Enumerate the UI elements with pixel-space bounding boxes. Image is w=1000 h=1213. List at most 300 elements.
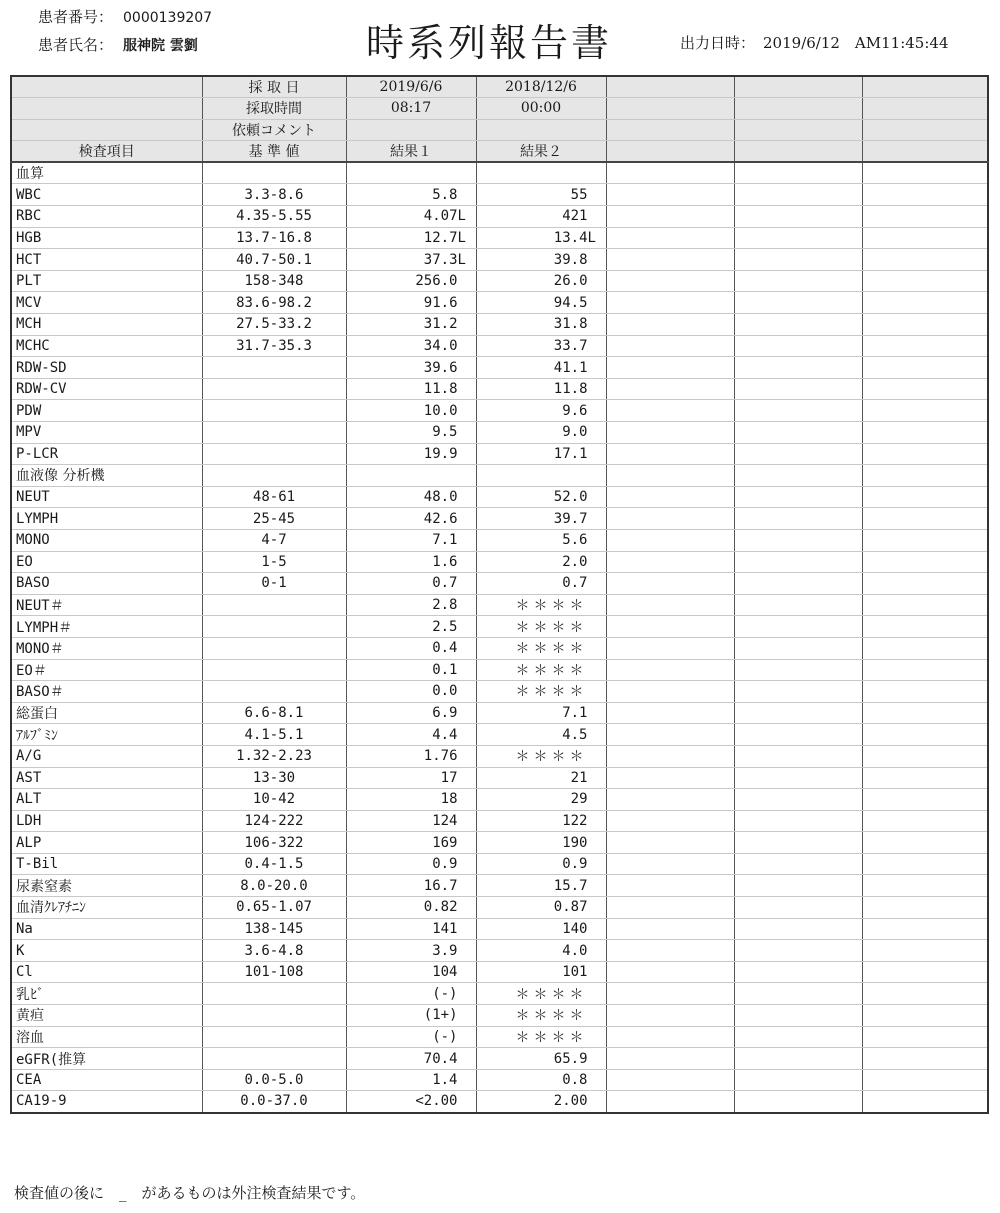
result-1 — [346, 1026, 476, 1048]
result-2-value: 0.7 — [562, 575, 588, 592]
empty-cell — [606, 637, 734, 659]
ref-value: 6.6-8.1 — [202, 702, 346, 724]
result-2 — [476, 465, 606, 487]
result-1 — [346, 314, 476, 336]
header-cell-empty — [11, 98, 202, 120]
empty-cell — [734, 681, 862, 703]
result-2 — [476, 1026, 606, 1048]
empty-cell — [734, 1048, 862, 1070]
empty-cell — [862, 378, 988, 400]
table-row — [11, 767, 988, 789]
table-row — [11, 659, 988, 681]
item-name: T-Bil — [11, 853, 202, 875]
ref-value: 0.65-1.07 — [202, 897, 346, 919]
header-cell-empty — [606, 119, 734, 141]
ref-value — [202, 681, 346, 703]
empty-cell — [606, 594, 734, 616]
result-2 — [476, 853, 606, 875]
patient-id-label: 患者番号： — [38, 8, 114, 26]
result-2-value: 33.7 — [553, 337, 588, 354]
empty-cell — [862, 616, 988, 638]
result-2 — [476, 486, 606, 508]
empty-cell — [606, 1069, 734, 1091]
empty-cell — [862, 1005, 988, 1027]
table-row — [11, 508, 988, 530]
table-row — [11, 681, 988, 703]
item-name: NEUT — [11, 486, 202, 508]
result-1-value: 31.2 — [423, 316, 458, 333]
empty-cell — [862, 875, 988, 897]
item-name: RBC — [11, 206, 202, 228]
empty-cell — [734, 616, 862, 638]
empty-cell — [606, 961, 734, 983]
table-row — [11, 314, 988, 336]
result-2 — [476, 616, 606, 638]
table-row — [11, 918, 988, 940]
ref-value — [202, 400, 346, 422]
empty-cell — [606, 724, 734, 746]
empty-cell — [862, 162, 988, 184]
result-1 — [346, 400, 476, 422]
result-2-value: 190 — [562, 834, 588, 851]
result-2-flag: L — [587, 229, 596, 246]
empty-cell — [606, 681, 734, 703]
empty-cell — [734, 508, 862, 530]
result-2-value: 2.00 — [553, 1093, 588, 1110]
empty-cell — [606, 206, 734, 228]
header-row-labels — [11, 141, 988, 163]
empty-cell — [734, 875, 862, 897]
empty-cell — [606, 745, 734, 767]
empty-cell — [606, 875, 734, 897]
ref-value — [202, 465, 346, 487]
empty-cell — [734, 357, 862, 379]
result-2 — [476, 983, 606, 1005]
empty-cell — [734, 206, 862, 228]
header-cell-empty — [606, 76, 734, 98]
table-row — [11, 637, 988, 659]
result-2 — [476, 162, 606, 184]
table-row — [11, 1069, 988, 1091]
result-2 — [476, 681, 606, 703]
empty-cell — [734, 897, 862, 919]
header-cell-empty — [11, 119, 202, 141]
table-row — [11, 400, 988, 422]
result-2-value: 65.9 — [553, 1050, 588, 1067]
ref-value: 1.32-2.23 — [202, 745, 346, 767]
header-cell-empty — [734, 76, 862, 98]
result-2 — [476, 378, 606, 400]
table-row — [11, 1048, 988, 1070]
empty-cell — [862, 335, 988, 357]
result-1 — [346, 227, 476, 249]
result-2 — [476, 918, 606, 940]
result-2 — [476, 702, 606, 724]
item-name: PDW — [11, 400, 202, 422]
result-1-value: 0.4 — [432, 640, 458, 657]
empty-cell — [606, 1005, 734, 1027]
item-name: EO＃ — [11, 659, 202, 681]
empty-cell — [862, 206, 988, 228]
ref-value: 101-108 — [202, 961, 346, 983]
empty-cell — [734, 1026, 862, 1048]
ref-value: 27.5-33.2 — [202, 314, 346, 336]
item-name: ALP — [11, 832, 202, 854]
ref-value: 40.7-50.1 — [202, 249, 346, 271]
item-name: EO — [11, 551, 202, 573]
table-row — [11, 184, 988, 206]
page-title: 時系列報告書 — [366, 21, 613, 65]
item-label: 検査項目 — [11, 141, 202, 163]
empty-cell — [606, 422, 734, 444]
empty-cell — [606, 897, 734, 919]
item-name: BASO — [11, 573, 202, 595]
section-title: 血算 — [11, 162, 202, 184]
patient-name-label: 患者氏名： — [38, 36, 114, 54]
result-2-value: ＊＊＊＊ — [515, 1008, 588, 1025]
result-1-value: 39.6 — [423, 359, 458, 376]
result-2-value: 21 — [570, 769, 588, 786]
empty-cell — [734, 378, 862, 400]
result-2 — [476, 1091, 606, 1113]
header-cell-empty — [734, 141, 862, 163]
result-1-value: 169 — [432, 834, 458, 851]
empty-cell — [606, 400, 734, 422]
empty-cell — [862, 1048, 988, 1070]
empty-cell — [862, 918, 988, 940]
patient-id-line — [38, 6, 212, 27]
result-1 — [346, 184, 476, 206]
result-1-value: 5.8 — [432, 186, 458, 203]
result-1-value: 104 — [432, 964, 458, 981]
empty-cell — [734, 184, 862, 206]
ref-label: 基 準 値 — [202, 141, 346, 163]
empty-cell — [606, 508, 734, 530]
result-1 — [346, 918, 476, 940]
table-row — [11, 616, 988, 638]
result-1-value: 4.4 — [432, 726, 458, 743]
empty-cell — [734, 702, 862, 724]
empty-cell — [734, 227, 862, 249]
item-name: MPV — [11, 422, 202, 444]
result-1-value: 124 — [432, 812, 458, 829]
item-name: MONO＃ — [11, 637, 202, 659]
table-row — [11, 335, 988, 357]
empty-cell — [862, 594, 988, 616]
result-2-value: ＊＊＊＊ — [515, 662, 588, 679]
output-datetime-line — [680, 32, 949, 53]
empty-cell — [734, 1069, 862, 1091]
empty-cell — [734, 832, 862, 854]
result-2 — [476, 789, 606, 811]
empty-cell — [862, 573, 988, 595]
empty-cell — [606, 335, 734, 357]
item-name: AST — [11, 767, 202, 789]
table-row — [11, 551, 988, 573]
result-2 — [476, 443, 606, 465]
result-2-value: 0.87 — [553, 899, 588, 916]
result-2 — [476, 897, 606, 919]
empty-cell — [606, 616, 734, 638]
result-2-value: 140 — [562, 920, 588, 937]
result-2-value: ＊＊＊＊ — [515, 684, 588, 701]
result-1 — [346, 616, 476, 638]
header-row-date — [11, 76, 988, 98]
empty-cell — [606, 465, 734, 487]
result-2-value: 101 — [562, 964, 588, 981]
result-1-value: 12.7 — [423, 229, 458, 246]
item-name: Cl — [11, 961, 202, 983]
result-2 — [476, 227, 606, 249]
empty-cell — [862, 292, 988, 314]
result-1 — [346, 1069, 476, 1091]
item-name: LYMPH — [11, 508, 202, 530]
empty-cell — [862, 637, 988, 659]
empty-cell — [606, 1091, 734, 1113]
ref-value: 8.0-20.0 — [202, 875, 346, 897]
result-2 — [476, 249, 606, 271]
ref-value: 138-145 — [202, 918, 346, 940]
result-2-value: ＊＊＊＊ — [515, 598, 588, 615]
result-2 — [476, 422, 606, 444]
output-datetime: 2019/6/12 AM11:45:44 — [763, 34, 949, 52]
time-2: 00:00 — [476, 98, 606, 120]
ref-value: 4-7 — [202, 529, 346, 551]
item-name: MCHC — [11, 335, 202, 357]
result-1 — [346, 1091, 476, 1113]
empty-cell — [606, 378, 734, 400]
table-row — [11, 875, 988, 897]
comment-label: 依頼コメント — [202, 119, 346, 141]
empty-cell — [734, 400, 862, 422]
ref-value: 25-45 — [202, 508, 346, 530]
empty-cell — [862, 400, 988, 422]
date-1: 2019/6/6 — [346, 76, 476, 98]
empty-cell — [862, 853, 988, 875]
header-cell-empty — [862, 119, 988, 141]
date-label: 採 取 日 — [202, 76, 346, 98]
empty-cell — [606, 832, 734, 854]
ref-value — [202, 378, 346, 400]
empty-cell — [606, 443, 734, 465]
empty-cell — [606, 853, 734, 875]
result-2 — [476, 529, 606, 551]
header-cell-empty — [476, 119, 606, 141]
result-1-value: 0.9 — [432, 856, 458, 873]
result-2-value: 31.8 — [553, 316, 588, 333]
ref-value: 13-30 — [202, 767, 346, 789]
result-2-value: 5.6 — [562, 532, 588, 549]
result-1-value: 17 — [440, 769, 458, 786]
result-1-value: 91.6 — [423, 294, 458, 311]
empty-cell — [862, 897, 988, 919]
empty-cell — [862, 983, 988, 1005]
header-cell-empty — [606, 141, 734, 163]
ref-value: 10-42 — [202, 789, 346, 811]
empty-cell — [862, 1091, 988, 1113]
header-cell-empty — [11, 76, 202, 98]
result-1 — [346, 594, 476, 616]
empty-cell — [862, 832, 988, 854]
result-2-value: 39.8 — [553, 251, 588, 268]
result-2 — [476, 335, 606, 357]
result-2 — [476, 637, 606, 659]
ref-value: 0-1 — [202, 573, 346, 595]
empty-cell — [734, 1005, 862, 1027]
result-1 — [346, 486, 476, 508]
result-1 — [346, 702, 476, 724]
item-name: BASO＃ — [11, 681, 202, 703]
time-1: 08:17 — [346, 98, 476, 120]
result-1 — [346, 724, 476, 746]
result-1-value: 11.8 — [423, 381, 458, 398]
result-2-value: 122 — [562, 812, 588, 829]
empty-cell — [606, 940, 734, 962]
ref-value: 4.1-5.1 — [202, 724, 346, 746]
empty-cell — [606, 249, 734, 271]
empty-cell — [734, 551, 862, 573]
empty-cell — [862, 745, 988, 767]
patient-id: 0000139207 — [123, 10, 213, 26]
table-row — [11, 789, 988, 811]
empty-cell — [606, 1026, 734, 1048]
result-2-value: ＊＊＊＊ — [515, 749, 588, 766]
table-row — [11, 270, 988, 292]
empty-cell — [734, 724, 862, 746]
table-row — [11, 961, 988, 983]
empty-cell — [862, 724, 988, 746]
table-row — [11, 983, 988, 1005]
header-cell-empty — [734, 119, 862, 141]
table-row — [11, 443, 988, 465]
result-1 — [346, 853, 476, 875]
result-2 — [476, 594, 606, 616]
result-1-value: 6.9 — [432, 705, 458, 722]
result-2-value: 41.1 — [553, 359, 588, 376]
table-row — [11, 486, 988, 508]
result-1 — [346, 357, 476, 379]
ref-value: 48-61 — [202, 486, 346, 508]
empty-cell — [734, 292, 862, 314]
table-row — [11, 378, 988, 400]
empty-cell — [734, 983, 862, 1005]
empty-cell — [862, 789, 988, 811]
table-row — [11, 897, 988, 919]
result-1 — [346, 897, 476, 919]
result-1-value: 1.6 — [432, 553, 458, 570]
empty-cell — [606, 1048, 734, 1070]
result-2-value: ＊＊＊＊ — [515, 641, 588, 658]
result-2 — [476, 1069, 606, 1091]
table-row — [11, 292, 988, 314]
table-row — [11, 1091, 988, 1113]
result-1-value: 48.0 — [423, 489, 458, 506]
result-1 — [346, 378, 476, 400]
result-1-value: 7.1 — [432, 532, 458, 549]
item-name: NEUT＃ — [11, 594, 202, 616]
empty-cell — [734, 767, 862, 789]
empty-cell — [862, 443, 988, 465]
ref-value: 13.7-16.8 — [202, 227, 346, 249]
ref-value: 83.6-98.2 — [202, 292, 346, 314]
ref-value: 3.3-8.6 — [202, 184, 346, 206]
item-name: HCT — [11, 249, 202, 271]
empty-cell — [862, 270, 988, 292]
table-row — [11, 853, 988, 875]
result-1 — [346, 573, 476, 595]
result-1 — [346, 292, 476, 314]
result-1-value: 42.6 — [423, 510, 458, 527]
result-2-value: 29 — [570, 791, 588, 808]
result-2-value: 421 — [562, 208, 588, 225]
ref-value: 106-322 — [202, 832, 346, 854]
result-2 — [476, 875, 606, 897]
empty-cell — [862, 357, 988, 379]
item-name: RDW-CV — [11, 378, 202, 400]
header-cell-empty — [734, 98, 862, 120]
result-2 — [476, 573, 606, 595]
result-1-value: 0.7 — [432, 575, 458, 592]
table-row — [11, 832, 988, 854]
result-1-value: 0.0 — [432, 683, 458, 700]
ref-value — [202, 616, 346, 638]
item-name: 尿素窒素 — [11, 875, 202, 897]
result-2 — [476, 832, 606, 854]
empty-cell — [862, 422, 988, 444]
result-2-value: 17.1 — [553, 445, 588, 462]
result-1 — [346, 832, 476, 854]
result-1-flag: L — [457, 208, 466, 225]
result-1-value: 1.4 — [432, 1072, 458, 1089]
empty-cell — [734, 1091, 862, 1113]
item-name: 溶血 — [11, 1026, 202, 1048]
result-1-value: 4.07 — [423, 208, 458, 225]
empty-cell — [734, 853, 862, 875]
result-2-value: 15.7 — [553, 877, 588, 894]
table-row — [11, 702, 988, 724]
result-1 — [346, 206, 476, 228]
result-2 — [476, 551, 606, 573]
result-2-value: 0.8 — [562, 1072, 588, 1089]
header-cell-empty — [862, 141, 988, 163]
result-1 — [346, 681, 476, 703]
table-row — [11, 810, 988, 832]
empty-cell — [862, 529, 988, 551]
result-2 — [476, 400, 606, 422]
result-1 — [346, 659, 476, 681]
result-2 — [476, 1048, 606, 1070]
ref-value — [202, 162, 346, 184]
result-2 — [476, 206, 606, 228]
result-2-value: 55 — [570, 186, 588, 203]
ref-value: 158-348 — [202, 270, 346, 292]
result-1 — [346, 551, 476, 573]
empty-cell — [862, 314, 988, 336]
item-name: 血清ｸﾚｱﾁﾆﾝ — [11, 897, 202, 919]
result-2-value: 13.4 — [553, 229, 588, 246]
empty-cell — [862, 1026, 988, 1048]
item-name: A/G — [11, 745, 202, 767]
table-row — [11, 249, 988, 271]
empty-cell — [734, 314, 862, 336]
ref-value — [202, 637, 346, 659]
empty-cell — [606, 184, 734, 206]
result-1 — [346, 1048, 476, 1070]
result-2-value: 11.8 — [553, 381, 588, 398]
empty-cell — [862, 508, 988, 530]
ref-value — [202, 1048, 346, 1070]
footer-note: 検査値の後に _ があるものは外注検査結果です。 — [14, 1184, 366, 1202]
